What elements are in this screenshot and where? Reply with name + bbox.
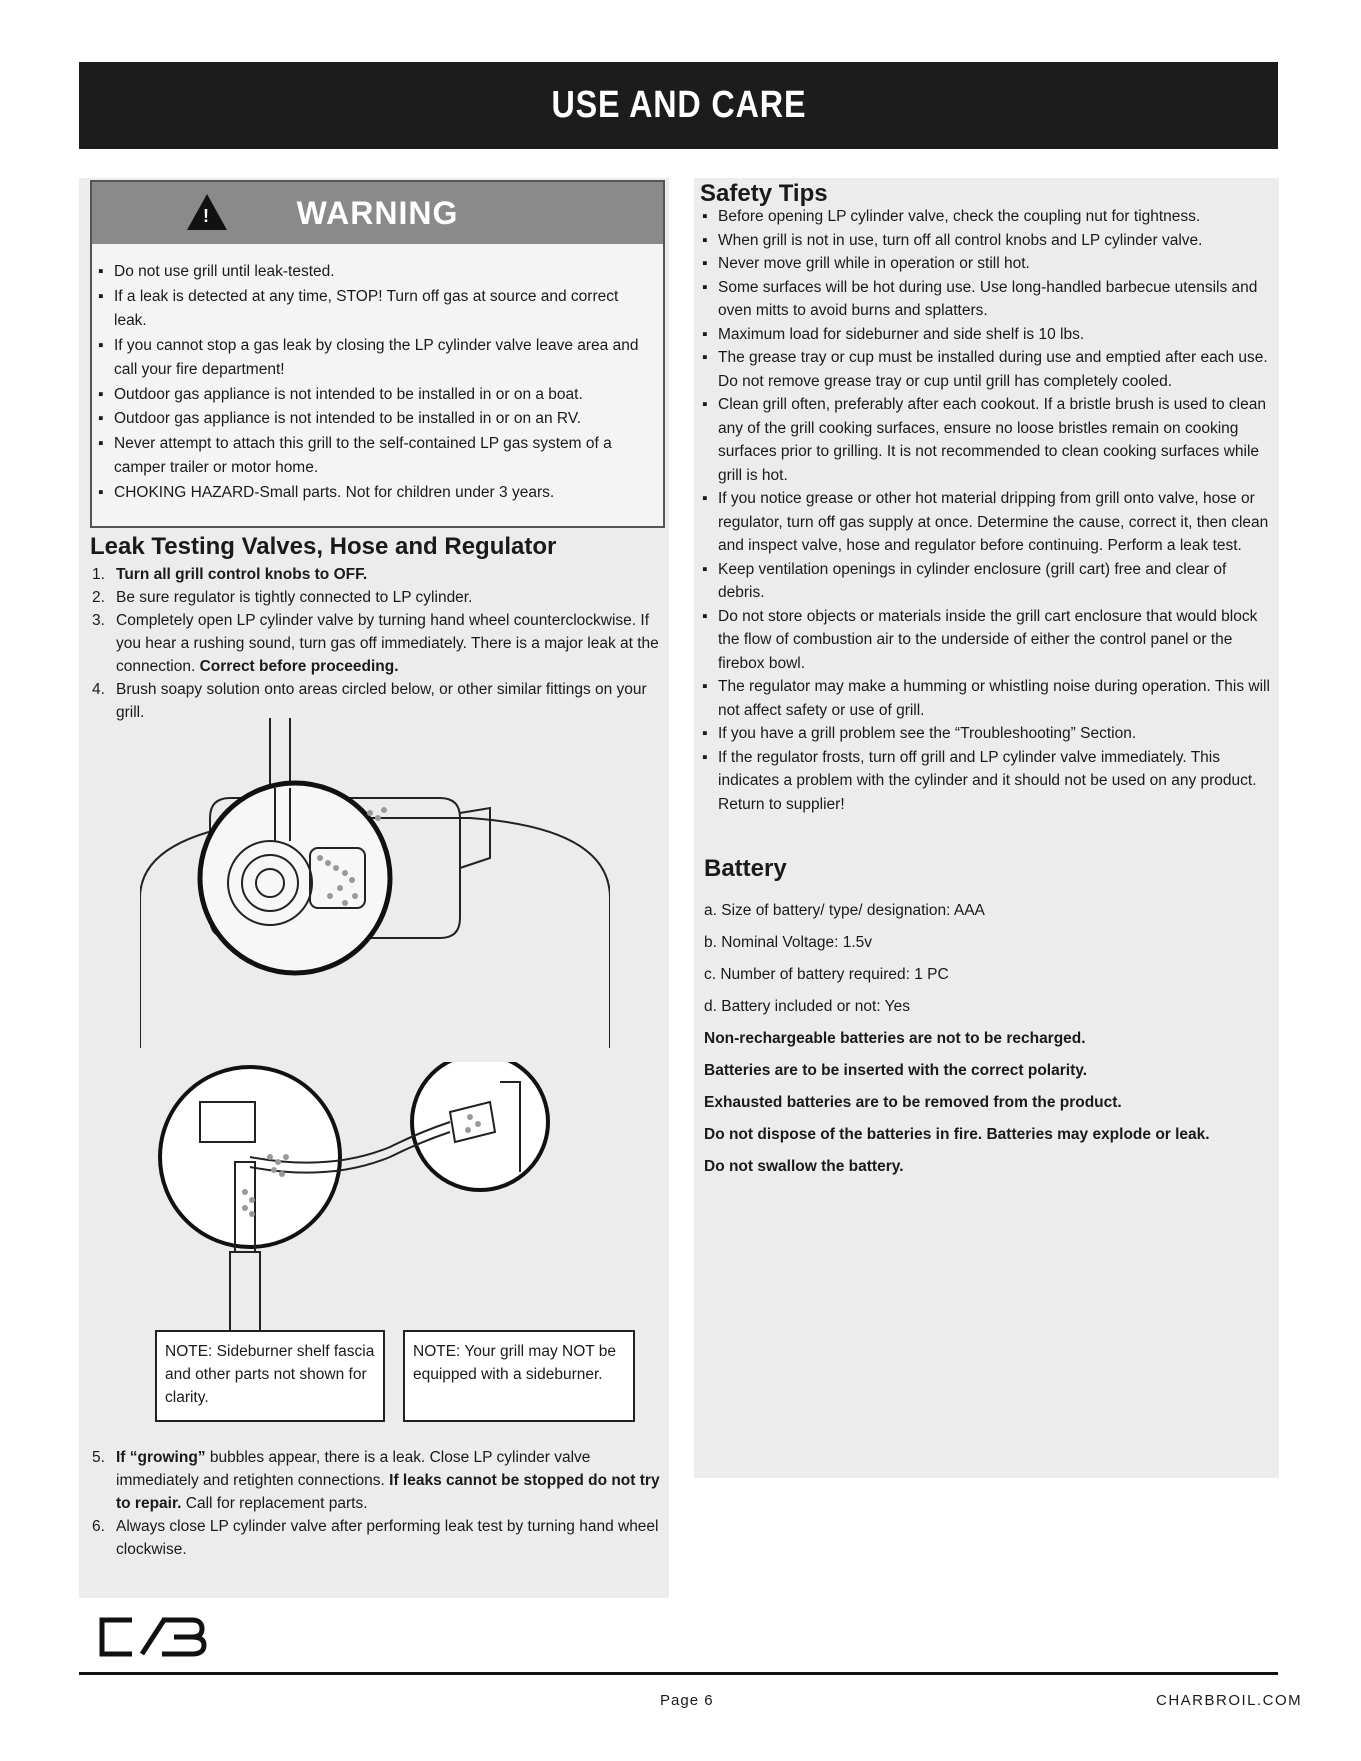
battery-title: Battery	[704, 855, 787, 882]
list-item: ▪ If you have a grill problem see the “Troubleshooting” Section.	[700, 722, 1272, 746]
list-item: ▪ Never move grill while in operation or still hot.	[700, 252, 1272, 276]
battery-warning-line: Exhausted batteries are to be removed from the product.	[704, 1094, 1122, 1111]
charbroil-logo	[92, 1612, 212, 1662]
leak-testing-steps	[92, 563, 664, 724]
battery-warning-line: Do not swallow the battery.	[704, 1158, 904, 1175]
list-item: ▪ Never attempt to attach this grill to the self-contained LP gas system of a camper trailer or motor home.	[96, 432, 653, 481]
battery-warning-line: Non-rechargeable batteries are not to be recharged.	[704, 1030, 1086, 1047]
note-sideburner-equipped: NOTE: Your grill may NOT be equipped with a sideburner.	[403, 1330, 635, 1422]
list-item: ▪ Clean grill often, preferably after each cookout. If a bristle brush is used to clean any of the grill cooking surfaces, ensure no loose bristles remain on cooking surfaces prior to grilling. It is not recommended to clean cooking surfaces while grill is hot.	[700, 393, 1272, 487]
step-item: 4. Brush soapy solution onto areas circled below, or other similar fittings on your grill.	[92, 681, 647, 721]
step-item: 1. Turn all grill control knobs to OFF.	[92, 566, 368, 583]
battery-warning-line: Batteries are to be inserted with the correct polarity.	[704, 1062, 1088, 1079]
hose-connection-illustration	[150, 1062, 630, 1340]
battery-warning-line: Do not dispose of the batteries in fire. Batteries may explode or leak.	[704, 1126, 1210, 1143]
list-item: ▪ If the regulator frosts, turn off grill and LP cylinder valve immediately. This indicates a problem with the cylinder and it should not be used on any product. Return to supplier!	[700, 746, 1272, 817]
list-item: ▪ If you notice grease or other hot material dripping from grill onto valve, hose or regulator, turn off gas supply at once. Determine the cause, correct it, then clean and inspect valve, hose and regulator before continuing. Perform a leak test.	[700, 487, 1272, 558]
list-item: ▪ Do not use grill until leak-tested.	[96, 260, 653, 285]
page-number: Page 6	[660, 1692, 714, 1709]
leak-testing-steps-continued	[92, 1446, 664, 1561]
list-item: ▪ The regulator may make a humming or whistling noise during operation. This will not affect safety or use of grill.	[700, 675, 1272, 722]
lp-cylinder-regulator-illustration	[140, 718, 610, 1048]
warning-triangle-icon: !	[187, 194, 227, 230]
website-link: CHARBROIL.COM	[1156, 1692, 1303, 1709]
list-item: ▪ When grill is not in use, turn off all control knobs and LP cylinder valve.	[700, 229, 1272, 253]
warning-header	[92, 182, 663, 244]
list-item: ▪ Do not store objects or materials inside the grill cart enclosure that would block the flow of combustion air to the underside of either the control panel or the firebox bowl.	[700, 605, 1272, 676]
list-item: ▪ Before opening LP cylinder valve, check the coupling nut for tightness.	[700, 205, 1272, 229]
safety-tips-title: Safety Tips	[700, 180, 828, 207]
step-item: 3. Completely open LP cylinder valve by turning hand wheel counterclockwise. If you hear a rushing sound, turn gas off immediately. There is a major leak at the connection. Correct before proceeding.	[92, 612, 659, 675]
list-item: ▪ If you cannot stop a gas leak by closing the LP cylinder valve leave area and call your fire department!	[96, 334, 653, 383]
note-sideburner-fascia: NOTE: Sideburner shelf fascia and other parts not shown for clarity.	[155, 1330, 385, 1422]
step-item: 6. Always close LP cylinder valve after performing leak test by turning hand wheel clockwise.	[92, 1518, 659, 1558]
footer-divider	[79, 1672, 1278, 1675]
step-item: 5. If “growing” bubbles appear, there is a leak. Close LP cylinder valve immediately and retighten connections. If leaks cannot be stopped do not try to repair. Call for replacement parts.	[92, 1449, 660, 1512]
battery-line: c. Number of battery required: 1 PC	[704, 966, 949, 983]
step-item: 2. Be sure regulator is tightly connected to LP cylinder.	[92, 589, 473, 606]
list-item: ▪ Keep ventilation openings in cylinder enclosure (grill cart) free and clear of debris.	[700, 558, 1272, 605]
battery-info	[704, 895, 1274, 1183]
list-item: ▪ Outdoor gas appliance is not intended to be installed in or on an RV.	[96, 407, 653, 432]
list-item: ▪ CHOKING HAZARD-Small parts. Not for children under 3 years.	[96, 481, 653, 506]
battery-line: b. Nominal Voltage: 1.5v	[704, 934, 873, 951]
page-header-banner	[79, 62, 1278, 149]
warning-title: WARNING	[296, 194, 459, 231]
list-item: ▪ Some surfaces will be hot during use. Use long-handled barbecue utensils and oven mitts to avoid burns and splatters.	[700, 276, 1272, 323]
battery-line: d. Battery included or not: Yes	[704, 998, 910, 1015]
warning-list	[92, 244, 663, 505]
warning-box	[90, 180, 665, 528]
page-title: USE AND CARE	[551, 84, 806, 126]
list-item: ▪ Maximum load for sideburner and side shelf is 10 lbs.	[700, 323, 1272, 347]
list-item: ▪ Outdoor gas appliance is not intended to be installed in or on a boat.	[96, 383, 653, 408]
safety-tips-list	[700, 205, 1272, 816]
list-item: ▪ The grease tray or cup must be installed during use and emptied after each use. Do not remove grease tray or cup until grill has completely cooled.	[700, 346, 1272, 393]
battery-line: a. Size of battery/ type/ designation: AAA	[704, 902, 985, 919]
list-item: ▪ If a leak is detected at any time, STOP! Turn off gas at source and correct leak.	[96, 285, 653, 334]
leak-testing-title: Leak Testing Valves, Hose and Regulator	[90, 533, 557, 560]
